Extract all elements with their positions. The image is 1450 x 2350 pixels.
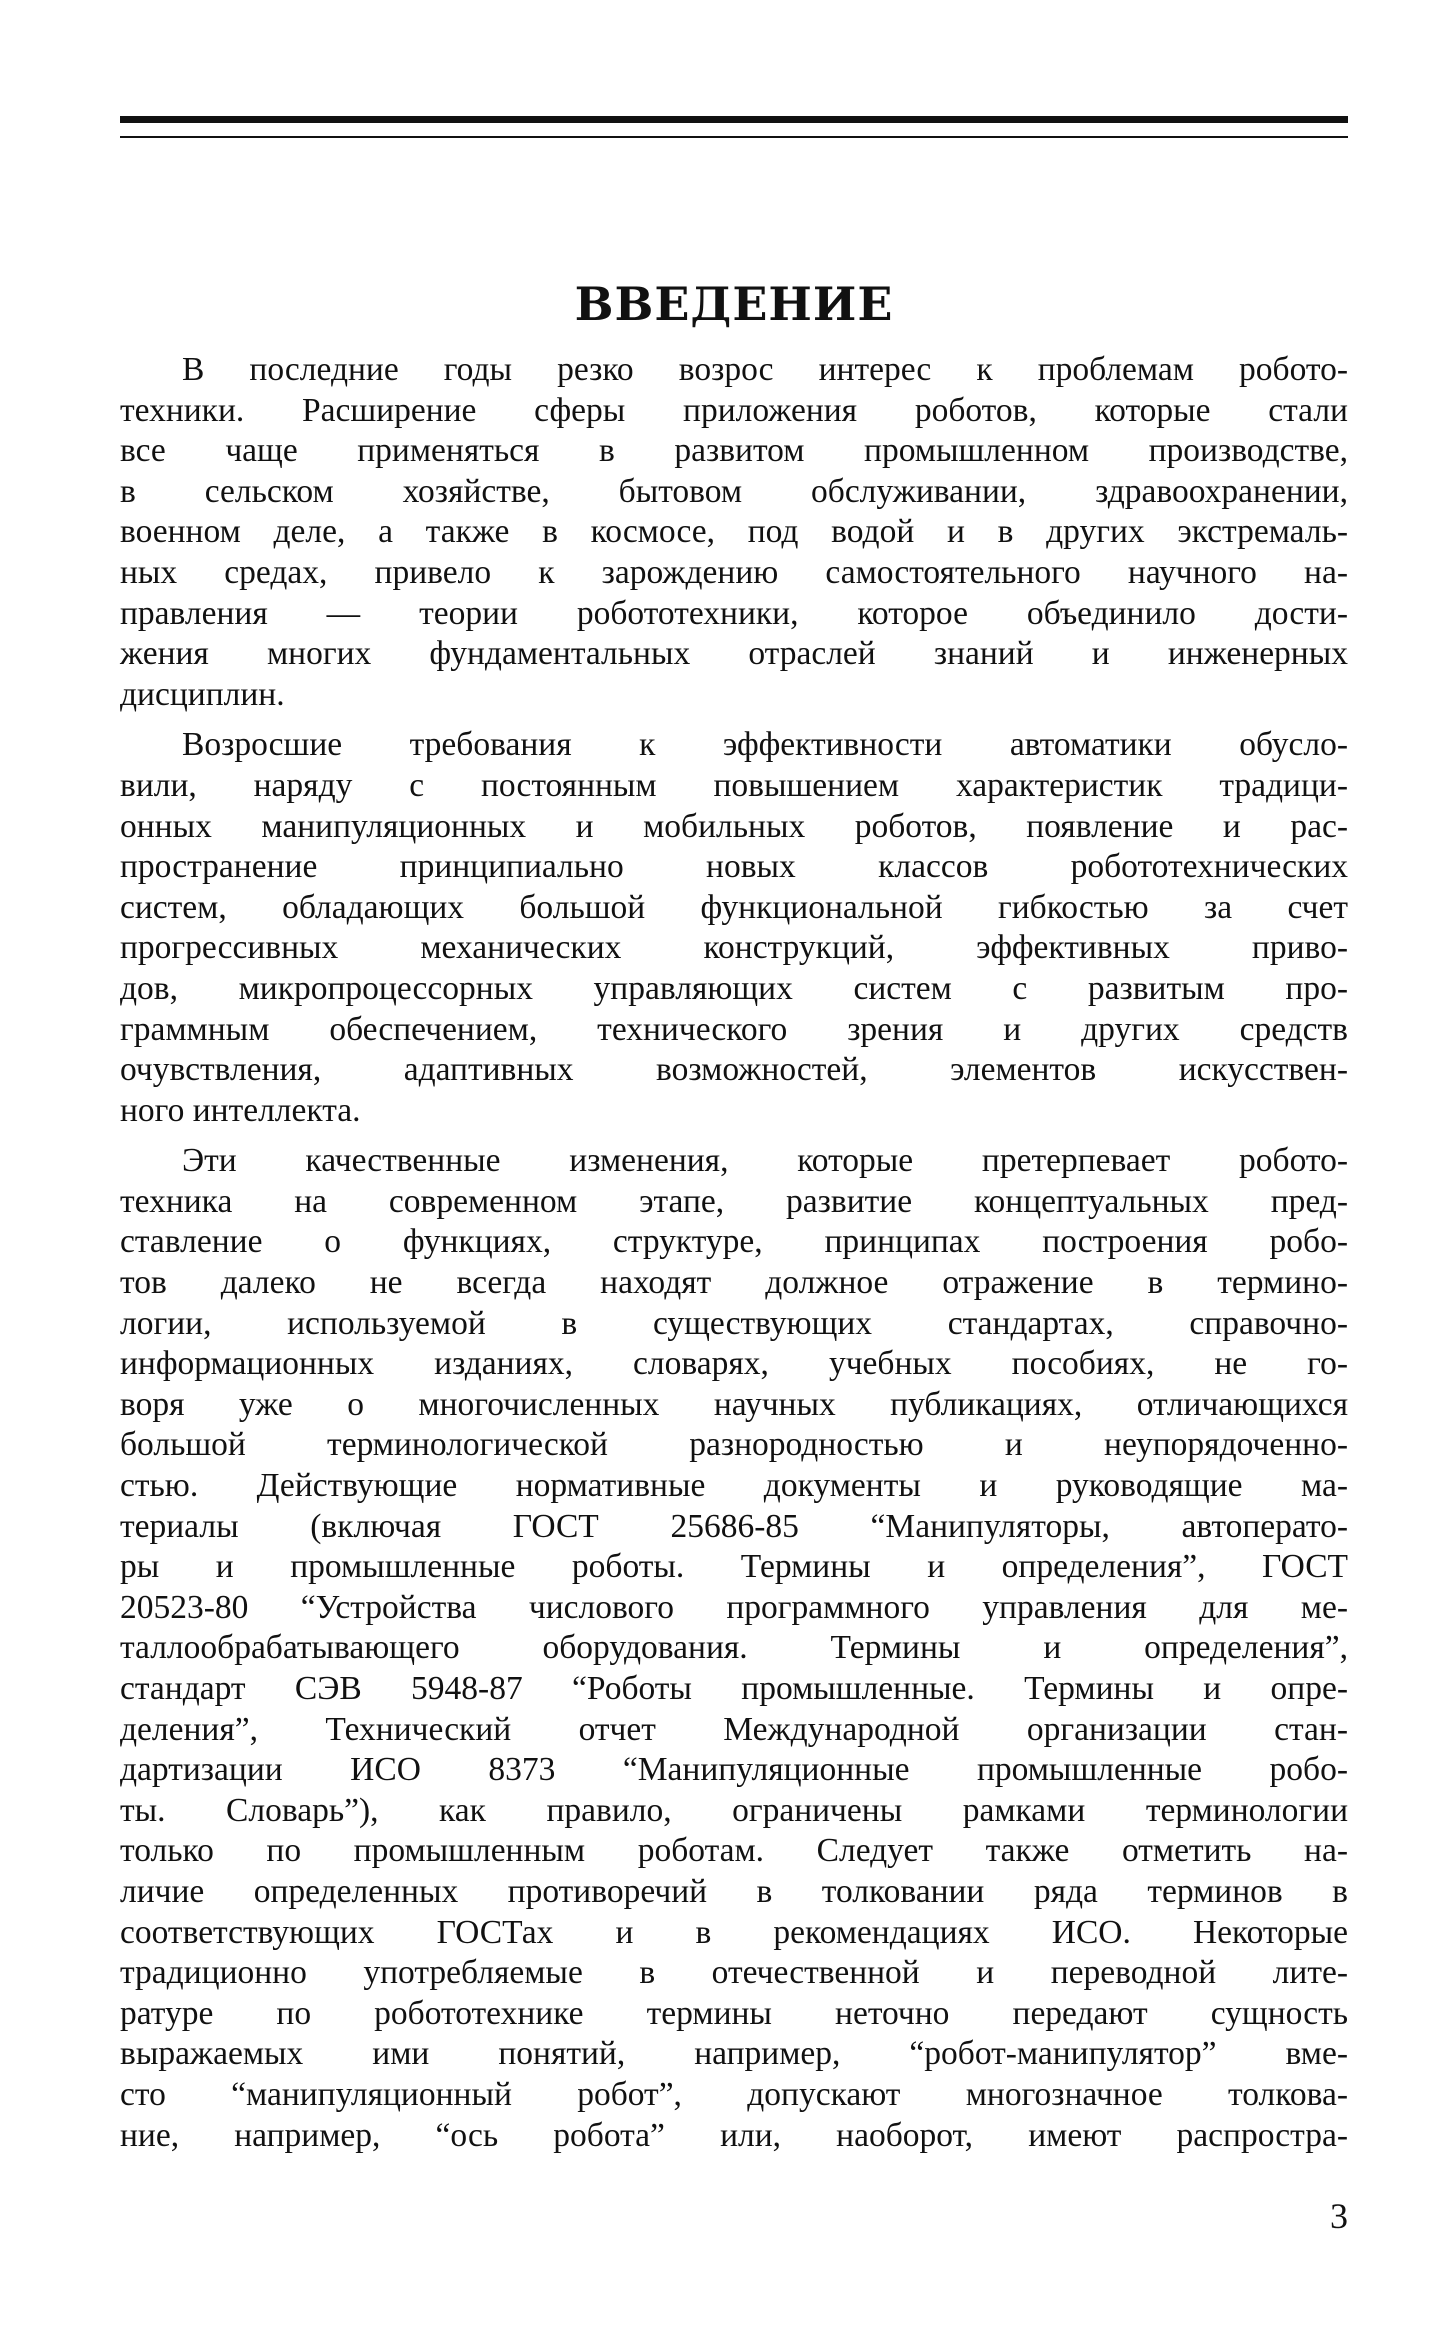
text-line: деления”, Технический отчет Международной организации стан- (120, 1710, 1348, 1748)
text-line: ратуре по робототехнике термины неточно передают сущность (120, 1994, 1348, 2032)
text-line: выражаемых ими понятий, например, “робот-манипулятор” вме- (120, 2035, 1348, 2073)
top-rule-thick (120, 116, 1348, 123)
text-line: ры и промышленные роботы. Термины и определения”, ГОСТ (120, 1548, 1348, 1586)
text-line: личие определенных противоречий в толковании ряда терминов в (120, 1872, 1348, 1910)
text-line: дартизации ИСО 8373 “Манипуляционные промышленные робо- (120, 1751, 1348, 1789)
text-line: граммным обеспечением, технического зрения и других средств (120, 1010, 1348, 1048)
text-line: 20523-80 “Устройства числового программного управления для ме- (120, 1588, 1348, 1626)
text-line: Возросшие требования к эффективности автоматики обусло- (182, 726, 1348, 764)
page-title: ВВЕДЕНИЕ (574, 276, 894, 331)
text-line: все чаще применяться в развитом промышленном производстве, (120, 432, 1348, 470)
text-line: пространение принципиально новых классов робототехнических (120, 848, 1348, 886)
text-line: териалы (включая ГОСТ 25686-85 “Манипуляторы, автоперато- (120, 1507, 1348, 1545)
text-line: ного интеллекта. (120, 1091, 361, 1129)
text-line: ных средах, привело к зарождению самостоятельного научного на- (120, 553, 1348, 591)
text-line: В последние годы резко возрос интерес к проблемам робото- (182, 351, 1348, 388)
paragraph-3 (120, 1141, 1348, 2156)
text-line: логии, используемой в существующих стандартах, справочно- (120, 1304, 1348, 1342)
top-rule-thin (120, 136, 1348, 138)
text-line: таллообрабатывающего оборудования. Термины и определения”, (120, 1629, 1348, 1667)
text-line: стью. Действующие нормативные документы и руководящие ма- (120, 1467, 1348, 1505)
text-line: сто “манипуляционный робот”, допускают многозначное толкова- (120, 2075, 1348, 2113)
text-line: ние, например, “ось робота” или, наоборот, имеют распростра- (120, 2116, 1348, 2154)
text-line: большой терминологической разнородностью и неупорядоченно- (120, 1426, 1348, 1464)
text-line: военном деле, а также в космосе, под водой и в других экстремаль- (120, 513, 1348, 551)
text-line: очувствления, адаптивных возможностей, элементов искусствен- (120, 1051, 1348, 1089)
text-line: дисциплин. (120, 675, 285, 713)
text-line: воря уже о многочисленных научных публикациях, отличающихся (120, 1385, 1348, 1423)
text-line: ставление о функциях, структуре, принципах построения робо- (120, 1223, 1348, 1261)
text-line: информационных изданиях, словарях, учебных пособиях, не го- (120, 1345, 1348, 1383)
text-line: систем, обладающих большой функциональной гибкостью за счет (120, 888, 1348, 926)
text-line: жения многих фундаментальных отраслей знаний и инженерных (120, 635, 1348, 673)
text-line: Эти качественные изменения, которые претерпевает робото- (182, 1142, 1348, 1180)
text-line: вили, наряду с постоянным повышением характеристик традици- (120, 766, 1348, 804)
text-line: в сельском хозяйстве, бытовом обслуживании, здравоохранении, (120, 472, 1348, 510)
text-line: стандарт СЭВ 5948-87 “Роботы промышленные. Термины и опре- (120, 1670, 1348, 1707)
text-line: только по промышленным роботам. Следует также отметить на- (120, 1832, 1348, 1870)
text-line: дов, микропроцессорных управляющих систем с развитым про- (120, 969, 1348, 1007)
paragraph-1 (120, 350, 1348, 715)
page-number: 3 (1330, 2196, 1348, 2236)
text-line: техники. Расширение сферы приложения роботов, которые стали (120, 391, 1348, 429)
text-line: онных манипуляционных и мобильных роботов, появление и рас- (120, 807, 1348, 845)
text-line: правления — теории робототехники, которое объединило дости- (120, 594, 1348, 632)
paragraph-2 (120, 725, 1348, 1131)
text-line: прогрессивных механических конструкций, эффективных приво- (120, 929, 1348, 967)
text-line: тов далеко не всегда находят должное отражение в термино- (120, 1264, 1348, 1302)
text-line: техника на современном этапе, развитие концептуальных пред- (120, 1182, 1348, 1220)
text-line: соответствующих ГОСТах и в рекомендациях ИСО. Некоторые (120, 1913, 1348, 1951)
body-text (120, 350, 1348, 2166)
text-line: традиционно употребляемые в отечественной и переводной лите- (120, 1954, 1348, 1992)
text-line: ты. Словарь”), как правило, ограничены рамками терминологии (120, 1791, 1348, 1829)
